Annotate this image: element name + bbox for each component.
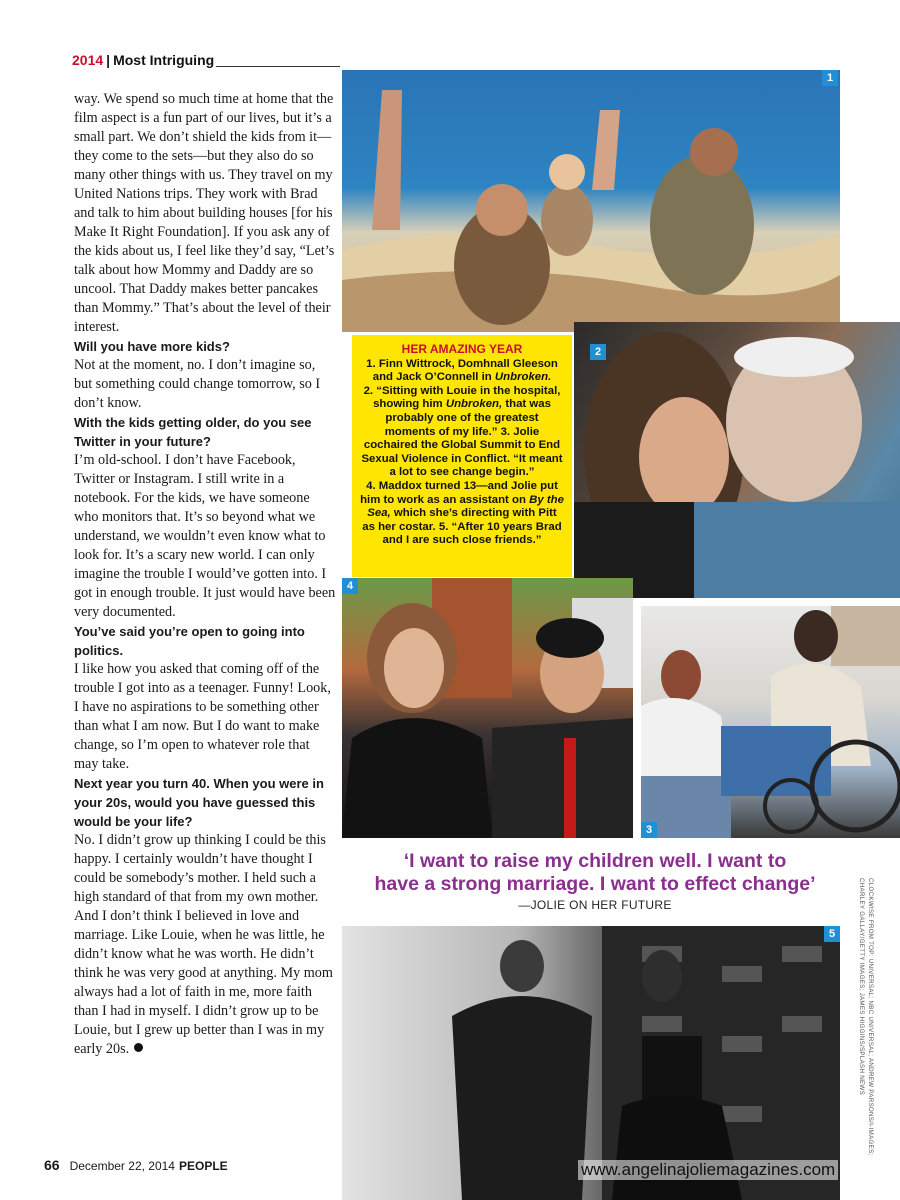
photo-jolie-maddox — [342, 578, 633, 838]
photo-unbroken-still — [342, 70, 840, 332]
interview-answer: No. I didn’t grow up thinking I could be this happy. I certainly wouldn’t have thought I could be somebody’s mother. I held such a high standard of that from my own mother. And I don’t think I believed in love and marriage. Like Louie, when he was little, he didn’t know what he was worth. He didn’t think he was very good at anything. My mom always had a lot of faith in me, more faith than I had in myself. I didn’t grow up to be Louie, but I grew up better than I was in my early 20s. — [74, 832, 333, 1057]
interview-question: With the kids getting older, do you see Twitter in your future? — [74, 415, 312, 449]
caption-item-2-title: Unbroken, — [445, 398, 503, 411]
photo-number-3: 3 — [641, 822, 657, 838]
issue-date: December 22, 2014 — [69, 1159, 175, 1173]
interview-answer: I’m old-school. I don’t have Facebook, Twitter or Instagram. I still write in a notebook. For the kids, we have someone who monitors that. It’s so beyond what we understand, we wouldn’t even know what to look for. It’s a scary new world. I can only imagine the trouble I would’ve gotten into. I got in enough trouble. It just would have been very documented. — [74, 452, 336, 620]
caption-item-5: 5. “After 10 years Brad and I are such close friends.” — [382, 520, 562, 547]
article-column — [74, 90, 336, 1059]
interview-question: Will you have more kids? — [74, 339, 230, 354]
caption-item-4-rest: which she’s directing with Pitt as her costar. — [362, 507, 557, 533]
caption-item-3: 3. Jolie cochaired the Global Summit to End Sexual Violence in Conflict. “It meant a lot to see change begin.” — [361, 425, 563, 479]
interview-question: You’ve said you’re open to going into politics. — [74, 624, 305, 658]
photo-number-2: 2 — [590, 344, 606, 360]
page-number: 66 — [44, 1157, 60, 1173]
caption-item-2: 2. “Sitting with Louie in the hospital, showing him — [363, 384, 561, 411]
photo-red-carpet-illustration — [342, 926, 840, 1200]
header-rule — [216, 66, 340, 67]
photo-hospital-illustration — [574, 322, 900, 598]
photo-number-5: 5 — [824, 926, 840, 942]
pull-quote — [350, 850, 840, 896]
photo-summit-illustration — [641, 606, 900, 838]
photo-credit: CLOCKWISE FROM TOP: UNIVERSAL; NBC UNIVERSAL; ANDREW PARSONS/I-IMAGES; CHARLEY GALLAY/GETTY IMAGES; JAMES HIGGINS/SPLASH NEWS — [858, 878, 874, 1156]
magazine-name: PEOPLE — [178, 1159, 228, 1173]
caption-item-4: 4. Maddox turned 13—and Jolie put him to work as an assistant on — [360, 479, 558, 506]
caption-item-1: 1. Finn Wittrock, Domhnall Gleeson and Jack O’Connell in — [366, 357, 558, 384]
interview-question: Next year you turn 40. When you were in your 20s, would you have guessed this would be your life? — [74, 776, 324, 829]
caption-item-1-title: Unbroken. — [494, 371, 552, 384]
photo-number-4: 4 — [342, 578, 358, 594]
photo-red-carpet — [342, 926, 840, 1200]
end-of-story-bullet — [134, 1043, 143, 1052]
photo-caption-box — [352, 335, 572, 577]
pull-quote-attribution: —JOLIE ON HER FUTURE — [518, 898, 672, 912]
pull-quote-line-1: ‘I want to raise my children well. I want to — [403, 850, 787, 872]
caption-body — [360, 358, 564, 548]
header-separator: | — [106, 52, 111, 68]
pull-quote-line-2: have a strong marriage. I want to effect change’ — [374, 873, 816, 895]
interview-answer: I like how you asked that coming off of the trouble I got into as a teenager. Funny! Look, I have no aspirations to be something other than what I am now. But I do want to make change, so I’m open to whatever role that may take. — [74, 661, 331, 772]
header-year: 2014 — [72, 52, 104, 68]
section-header — [72, 52, 340, 72]
interview-answer: Not at the moment, no. I don’t imagine so, but something could change tomorrow, so I don’t know. — [74, 357, 321, 411]
photo-summit — [641, 606, 900, 838]
caption-title: HER AMAZING YEAR — [401, 342, 523, 356]
photo-unbroken-illustration — [342, 70, 840, 332]
photo-number-1: 1 — [822, 70, 838, 86]
photo-jolie-maddox-illustration — [342, 578, 633, 838]
photo-hospital — [574, 322, 900, 598]
page-footer — [44, 1157, 228, 1173]
interview-answer: way. We spend so much time at home that the film aspect is a fun part of our lives, but it’s a small part. We don’t shield the kids from it—they come to the sets—but they also do so many other things with us. They travel on my United Nations trips. They work with Brad and talk to him about building houses [for his Make It Right Foundation]. If you ask any of the kids about us, I feel like they’d say, “Let’s talk about how Mommy and Daddy are so uncool. That Daddy makes better pancakes than Mommy.” That’s about the level of their interest. — [74, 91, 335, 335]
header-section: Most Intriguing — [113, 52, 215, 68]
caption-item-4-title: By the Sea, — [367, 493, 564, 520]
caption-item-2-rest: that was probably one of the greatest moments of my life.” — [384, 398, 551, 438]
watermark-url: www.angelinajoliemagazines.com — [578, 1160, 838, 1180]
